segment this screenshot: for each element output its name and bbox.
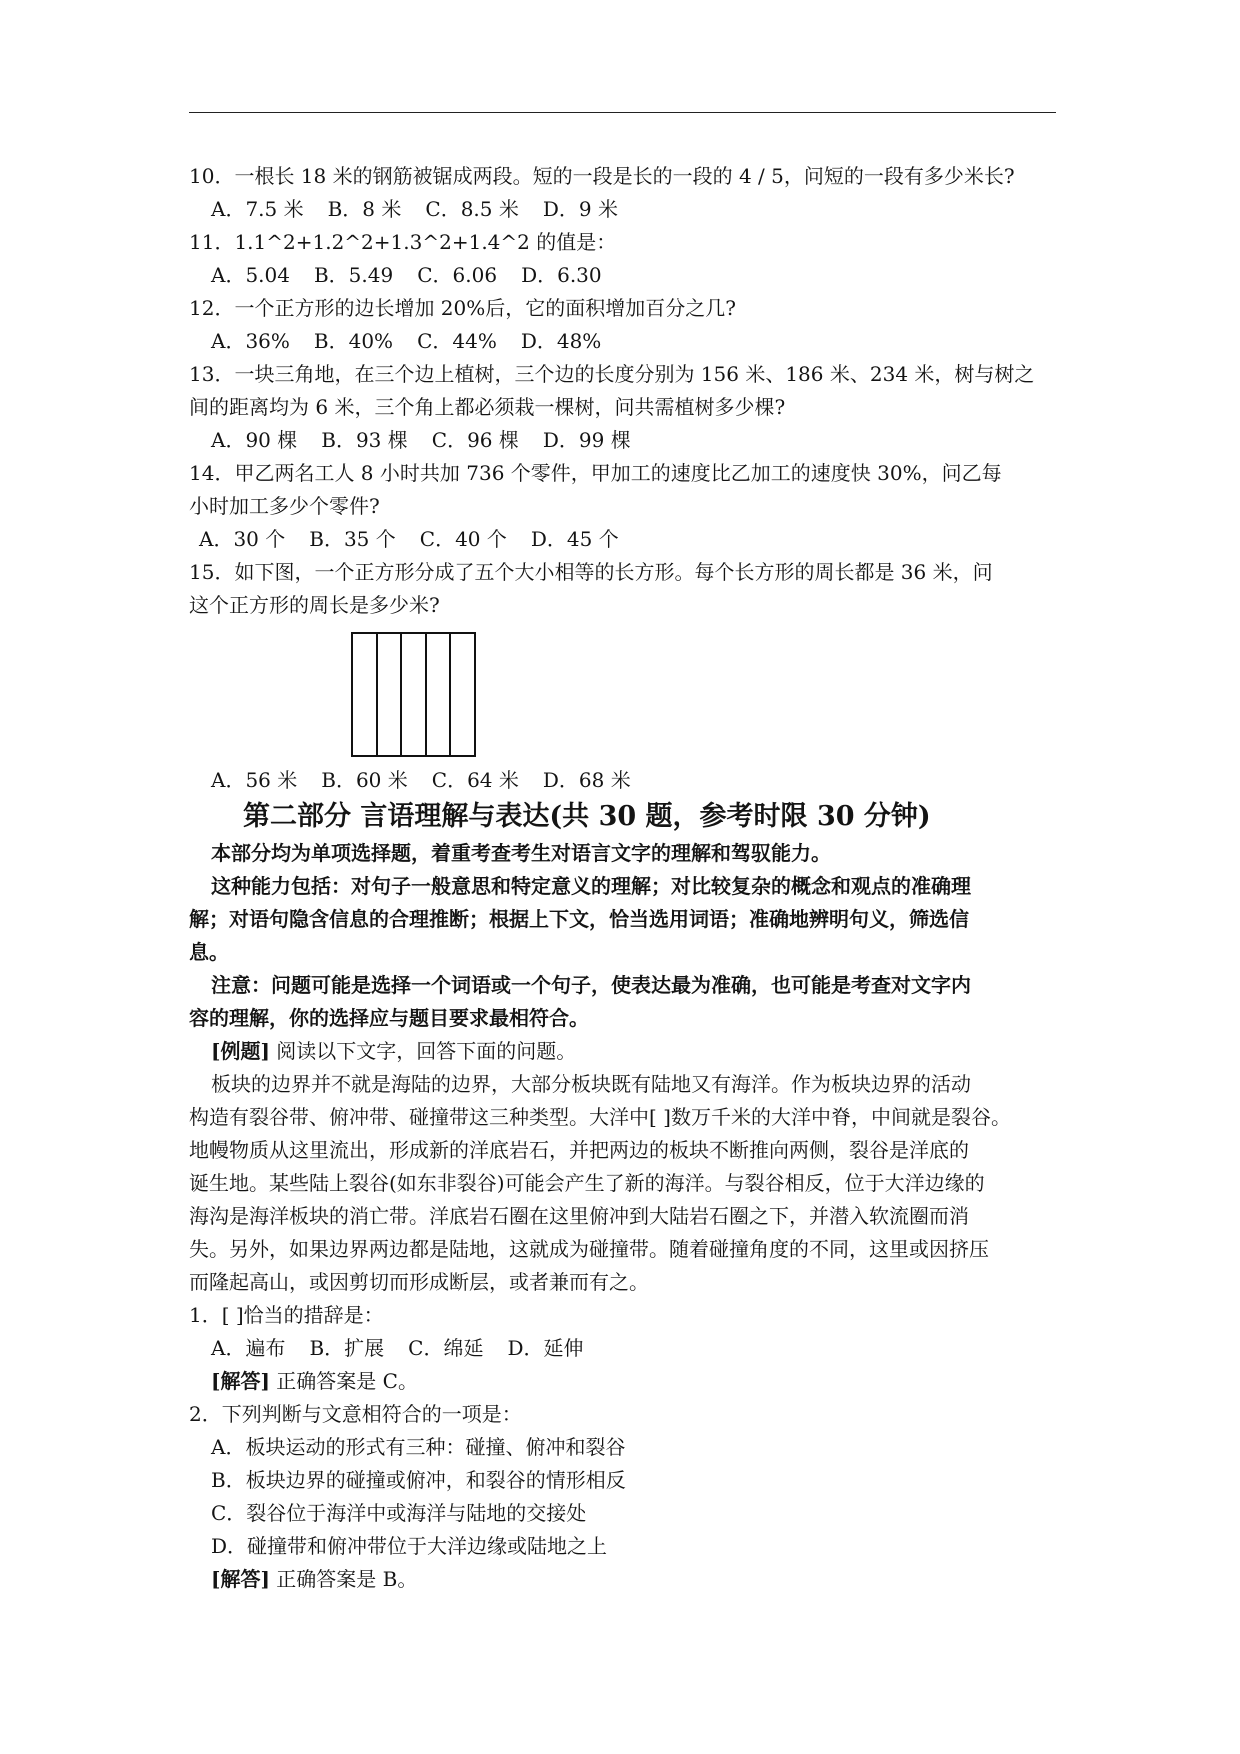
option: D．99 棵 [542,428,631,452]
option: A．30 个 [199,527,286,551]
option: C．96 棵 [431,428,519,452]
example-question-2: 2．下列判断与文意相符合的一项是： [189,1402,522,1426]
question-13-options [189,424,1069,457]
passage-line-3: 地幔物质从这里流出，形成新的洋底岩石，并把两边的板块不断推向两侧，裂谷是洋底的 [189,1138,969,1162]
rectangle [353,634,378,755]
option: B．5.49 [313,263,394,287]
question-15-options [189,764,1069,797]
square-figure [189,622,1069,764]
example-question-2-answer [189,1563,1069,1596]
option: A．36% [211,329,290,353]
option: C．8.5 米 [425,197,519,221]
option: C．44% [417,329,497,353]
rectangle [378,634,403,755]
note-line-2: 容的理解，你的选择应与题目要求最相符合。 [189,1006,589,1030]
section-intro: 本部分均为单项选择题，着重考查考生对语言文字的理解和驾驭能力。 [211,841,831,865]
option: C．64 米 [431,768,519,792]
option: A．7.5 米 [211,197,304,221]
passage-line-7: 而隆起高山，或因剪切而形成断层，或者兼而有之。 [189,1270,649,1294]
option: C．绵延 [408,1336,484,1360]
option: D．45 个 [530,527,619,551]
option: C．40 个 [419,527,507,551]
passage-line-4: 诞生地。某些陆上裂谷(如东非裂谷)可能会产生了新的海洋。与裂谷相反，位于大洋边缘的 [189,1171,985,1195]
example-question-1-options [189,1332,1069,1365]
answer-text: 正确答案是 C。 [269,1369,418,1393]
option: D．6.30 [521,263,602,287]
header-rule [189,112,1056,113]
option: C．6.06 [417,263,498,287]
option: B．60 米 [321,768,408,792]
option: B．40% [313,329,394,353]
question-15-line-1: 15．如下图，一个正方形分成了五个大小相等的长方形。每个长方形的周长都是 36 米，问 [189,560,993,584]
question-14-line-1: 14．甲乙两名工人 8 小时共加 736 个零件，甲加工的速度比乙加工的速度快 30%，问乙每 [189,461,1002,485]
question-12: 12．一个正方形的边长增加 20%后，它的面积增加百分之几? [189,296,736,320]
question-14-options [189,523,1069,556]
example-instruction: 阅读以下文字，回答下面的问题。 [269,1039,577,1063]
square-divided-into-five-rectangles [351,632,476,757]
example-question-1-answer [189,1365,1069,1398]
option: D．9 米 [542,197,618,221]
option: A．板块运动的形式有三种：碰撞、俯冲和裂谷 [211,1435,626,1459]
option: D．碰撞带和俯冲带位于大洋边缘或陆地之上 [211,1534,608,1558]
question-11-options [189,259,1069,292]
ability-line-3: 息。 [189,940,229,964]
answer-label: [解答] [211,1567,270,1591]
ability-line-1: 这种能力包括：对句子一般意思和特定意义的理解；对比较复杂的概念和观点的准确理 [211,874,971,898]
option: B．93 棵 [321,428,408,452]
option: A．5.04 [211,263,290,287]
question-13-line-2: 间的距离均为 6 米，三个角上都必须栽一棵树，问共需植树多少棵? [189,395,786,419]
question-10-options [189,193,1069,226]
rectangle [402,634,427,755]
example-heading [189,1035,1069,1068]
option: A．90 棵 [211,428,298,452]
answer-label: [解答] [211,1369,270,1393]
passage-line-6: 失。另外，如果边界两边都是陆地，这就成为碰撞带。随着碰撞角度的不同，这里或因挤压 [189,1237,989,1261]
option: A．遍布 [211,1336,286,1360]
question-13-line-1: 13．一块三角地，在三个边上植树，三个边的长度分别为 156 米、186 米、234 米，树与树之 [189,362,1035,386]
rectangle [451,634,474,755]
option: D．48% [520,329,602,353]
example-label: [例题] [211,1039,270,1063]
note-line-1: 注意：问题可能是选择一个词语或一个句子，使表达最为准确，也可能是考查对文字内 [211,973,971,997]
option: B．扩展 [309,1336,385,1360]
question-15-line-2: 这个正方形的周长是多少米? [189,593,440,617]
option: B．板块边界的碰撞或俯冲，和裂谷的情形相反 [211,1468,626,1492]
document-body [189,160,1069,1596]
question-10: 10．一根长 18 米的钢筋被锯成两段。短的一段是长的一段的 4 / 5，问短的一段有多少米长? [189,164,1015,188]
question-11: 11．1.1^2+1.2^2+1.3^2+1.4^2 的值是： [189,230,617,254]
section-title: 第二部分 言语理解与表达(共 30 题，参考时限 30 分钟) [243,801,931,832]
passage-line-5: 海沟是海洋板块的消亡带。洋底岩石圈在这里俯冲到大陆岩石圈之下，并潜入软流圈而消 [189,1204,969,1228]
option: B．8 米 [327,197,402,221]
option: D．延伸 [507,1336,584,1360]
option: A．56 米 [211,768,298,792]
option: C．裂谷位于海洋中或海洋与陆地的交接处 [211,1501,587,1525]
option: B．35 个 [309,527,396,551]
question-14-line-2: 小时加工多少个零件? [189,494,380,518]
question-12-options [189,325,1069,358]
passage-line-2: 构造有裂谷带、俯冲带、碰撞带这三种类型。大洋中[ ]数万千米的大洋中脊，中间就是裂谷。 [189,1105,1011,1129]
rectangle [427,634,452,755]
answer-text: 正确答案是 B。 [269,1567,418,1591]
ability-line-2: 解；对语句隐含信息的合理推断；根据上下文，恰当选用词语；准确地辨明句义，筛选信 [189,907,969,931]
example-question-1: 1．[ ]恰当的措辞是： [189,1303,384,1327]
option: D．68 米 [542,768,631,792]
passage-line-1: 板块的边界并不就是海陆的边界，大部分板块既有陆地又有海洋。作为板块边界的活动 [211,1072,971,1096]
